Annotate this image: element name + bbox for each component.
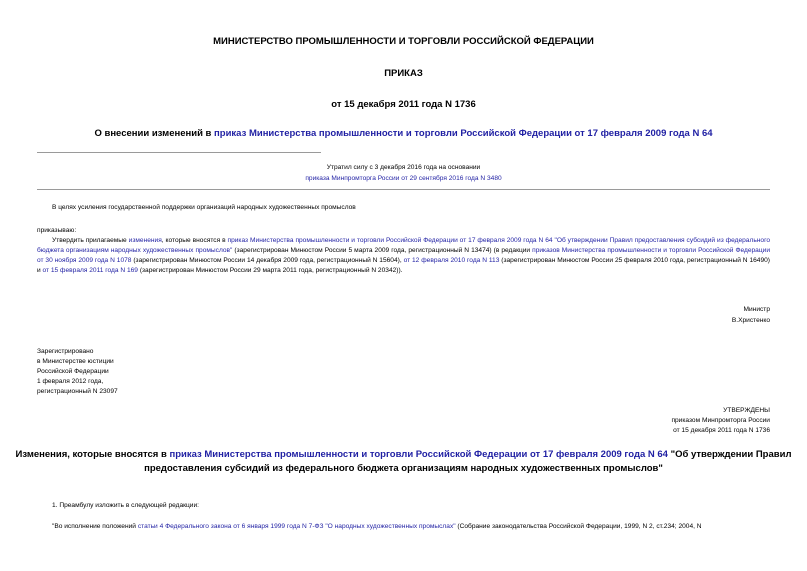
short-divider xyxy=(37,152,321,153)
registration-line: 1 февраля 2012 года, xyxy=(37,378,104,385)
full-divider xyxy=(37,189,770,190)
body-text-5: (зарегистрирован Минюстом России 25 февраля 2010 года, регистрационный N 16490) и xyxy=(37,257,770,274)
body-text-4: (зарегистрирован Минюстом России 14 декабря 2009 года, регистрационный N 15604), xyxy=(131,257,404,264)
body-link-changes[interactable]: изменения xyxy=(128,237,162,244)
status-line: Утратил силу с 3 декабря 2016 года на основании xyxy=(326,164,481,171)
order-word: приказываю: xyxy=(37,227,77,234)
item-1: 1. Преамбулу изложить в следующей редакции: xyxy=(52,502,200,509)
body-link-order-1078[interactable]: приказов Министерства промышленности и торговли Российской Федерации от 30 ноября 2009 года N 1078 xyxy=(37,247,770,264)
ministry-heading: МИНИСТЕРСТВО ПРОМЫШЛЕННОСТИ И ТОРГОВЛИ РОССИЙСКОЙ ФЕДЕРАЦИИ xyxy=(213,36,594,47)
body-text-3: (зарегистрирован Минюстом России 5 марта 2009 года, регистрационный N 13474) (в редакции xyxy=(232,247,533,254)
signature-name: В.Христенко xyxy=(731,317,770,324)
registration-line: Российской Федерации xyxy=(37,368,109,375)
main-paragraph xyxy=(37,236,770,276)
body-text-2: , которые вносятся в xyxy=(161,237,228,244)
changes-title-prefix: Изменения, которые вносятся в xyxy=(15,449,170,460)
body-text-6: (зарегистрирован Минюстом России 29 марта 2011 года, регистрационный N 20342)). xyxy=(137,267,403,274)
body-link-order-169[interactable]: от 15 февраля 2011 года N 169 xyxy=(42,267,138,274)
title-link[interactable]: приказ Министерства промышленности и торговли Российской Федерации от 17 февраля 2009 года N 64 xyxy=(214,128,713,139)
approval-line: от 15 декабря 2011 года N 1736 xyxy=(673,427,770,434)
changes-title-line-1 xyxy=(0,449,807,460)
registration-block xyxy=(37,347,118,397)
approval-block xyxy=(671,406,770,436)
changes-title-link[interactable]: приказ Министерства промышленности и торговли Российской Федерации от 17 февраля 2009 года N 64 xyxy=(169,449,668,460)
quote-link-law-7fz[interactable]: статьи 4 Федерального закона от 6 января 1999 года N 7-ФЗ "О народных художественных промыслах" xyxy=(137,523,456,530)
body-link-order-64[interactable]: приказ Министерства промышленности и торговли Российской Федерации от 17 февраля 2009 года N 64 "Об утверждении Правил предоставления субсидий из федерального бюджета организациям народных художественных промыслов" xyxy=(37,237,770,254)
quote-text-2: (Собрание законодательства Российской Федерации, 1999, N 2, ст.234; 2004, N xyxy=(455,523,702,530)
document-type: ПРИКАЗ xyxy=(384,68,423,79)
document-date-number: от 15 декабря 2011 года N 1736 xyxy=(331,99,476,110)
document-title xyxy=(0,128,807,139)
registration-line: Зарегистрировано xyxy=(37,348,94,355)
body-link-order-113[interactable]: от 12 февраля 2010 года N 113 xyxy=(403,257,500,264)
registration-line: регистрационный N 23097 xyxy=(37,388,118,395)
registration-line: в Министерстве юстиции xyxy=(37,358,114,365)
changes-title-suffix: "Об утверждении Правил xyxy=(667,449,792,460)
title-prefix: О внесении изменений в xyxy=(94,128,215,139)
changes-title-line-2: предоставления субсидий из федерального бюджета организациям народных художественных промыслов" xyxy=(144,463,663,474)
quote-line xyxy=(52,522,702,532)
quote-text-1: "Во исполнение положений xyxy=(52,523,138,530)
approval-line: приказом Минпромторга России xyxy=(671,417,770,424)
signature-position: Министр xyxy=(743,306,770,313)
status-link[interactable]: приказа Минпромторга России от 29 сентября 2016 года N 3480 xyxy=(305,175,502,182)
body-text-1: Утвердить прилагаемые xyxy=(52,237,129,244)
preamble: В целях усиления государственной поддержки организаций народных художественных промыслов xyxy=(52,204,356,211)
approval-line: УТВЕРЖДЕНЫ xyxy=(723,407,770,414)
